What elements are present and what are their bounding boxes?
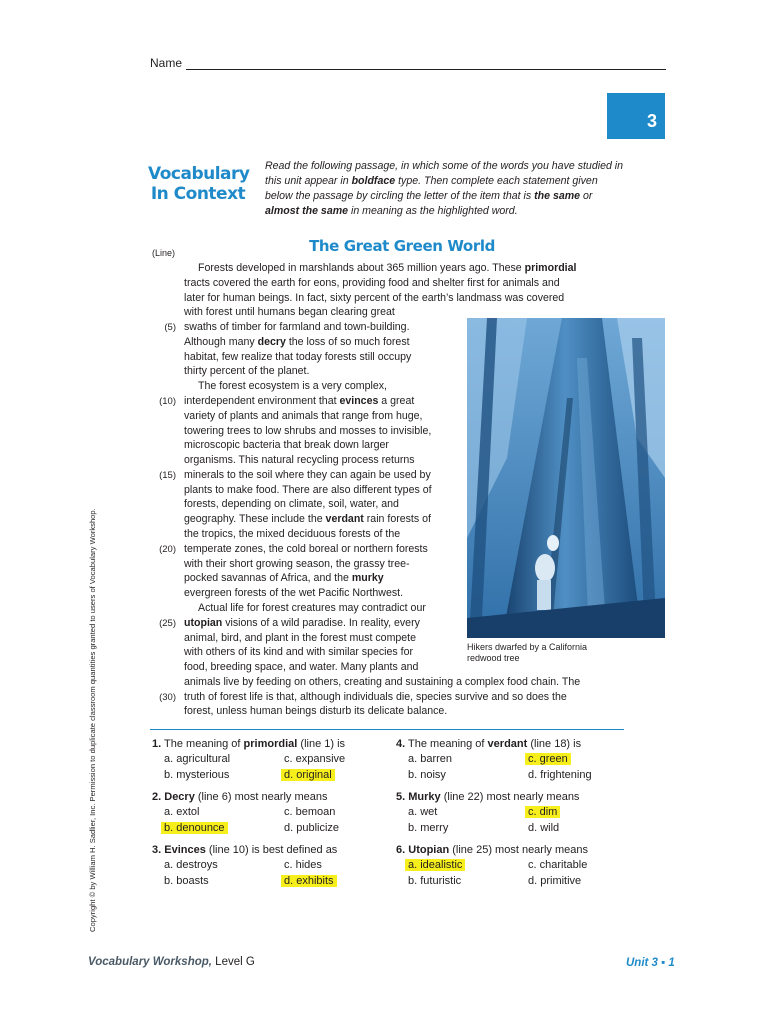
passage-line: forests, depending on climate, soil, water, and <box>184 498 399 511</box>
passage-line: later for human beings. In fact, sixty percent of the earth’s landmass was covered <box>184 291 565 304</box>
line-number: (20) <box>159 543 176 555</box>
passage-title: The Great Green World <box>309 237 495 255</box>
passage-line: with their short growing season, the grassy tree- <box>184 557 410 570</box>
answer-option[interactable]: c. charitable <box>528 859 588 871</box>
answer-option[interactable]: a. wet <box>408 806 438 818</box>
passage-line: variety of plants and animals that range from huge, <box>184 409 423 422</box>
section-title <box>148 164 248 204</box>
question-stem: 6. Utopian (line 25) most nearly means <box>396 844 588 856</box>
line-number: (15) <box>159 469 176 481</box>
passage-line: Actual life for forest creatures may contradict our <box>198 601 426 614</box>
answer-option[interactable]: b. noisy <box>408 769 446 781</box>
answer-option[interactable]: c. dim <box>528 805 560 819</box>
answer-option[interactable]: a. barren <box>408 753 453 765</box>
section-divider <box>150 729 624 730</box>
passage-line: with others of its kind and with similar species for <box>184 646 414 659</box>
passage-line: organisms. This natural recycling process returns <box>184 454 415 467</box>
answer-option[interactable]: c. hides <box>284 859 322 871</box>
passage-line: thirty percent of the planet. <box>184 365 310 378</box>
passage-line: Forests developed in marshlands about 365 million years ago. These primordial <box>198 262 577 274</box>
answer-option[interactable]: a. idealistic <box>408 858 465 872</box>
answer-option[interactable]: d. frightening <box>528 769 592 781</box>
passage-line: Although many decry the loss of so much forest <box>184 335 410 348</box>
passage-line: towering trees to low shrubs and mosses to invisible, <box>184 424 432 437</box>
passage-line: habitat, few realize that today forests still occupy <box>184 350 412 363</box>
answer-option[interactable]: d. wild <box>528 822 560 834</box>
section-title-line1: Vocabulary <box>148 164 250 184</box>
passage-line: temperate zones, the cold boreal or northern forests <box>184 542 428 555</box>
answer-option[interactable]: d. original <box>284 768 335 782</box>
name-underline <box>186 69 666 70</box>
passage-line: utopian visions of a wild paradise. In reality, every <box>184 616 420 629</box>
passage-line: animal, bird, and plant in the forest must compete <box>184 631 417 644</box>
passage-line: pocked savannas of Africa, and the murky <box>184 572 384 585</box>
line-label: (Line) <box>152 248 176 258</box>
line-number: (5) <box>164 322 176 334</box>
answer-option[interactable]: d. publicize <box>284 822 340 834</box>
passage-line: forest, unless human beings disturb its delicate balance. <box>184 705 448 718</box>
passage-line: interdependent environment that evinces a great <box>184 395 415 408</box>
answer-option[interactable]: b. mysterious <box>164 769 230 781</box>
photo-caption: Hikers dwarfed by a California redwood tree <box>467 642 588 663</box>
redwood-photo <box>467 318 665 638</box>
answer-option[interactable]: d. primitive <box>528 875 582 887</box>
passage-line: evergreen forests of the wet Pacific Northwest. <box>184 587 404 600</box>
answer-option[interactable]: b. merry <box>408 822 449 834</box>
passage-line: geography. These include the verdant rain forests of <box>184 513 431 526</box>
answer-option[interactable]: c. green <box>528 752 571 766</box>
passage-line: food, breeding space, and water. Many plants and <box>184 661 419 674</box>
answer-option[interactable]: c. expansive <box>284 753 346 765</box>
section-title-line2: In Context <box>150 184 246 204</box>
book-level: Level G <box>211 956 255 968</box>
question-stem: 1. The meaning of primordial (line 1) is <box>152 738 346 750</box>
passage-line: minerals to the soil where they can again be used by <box>184 468 431 481</box>
book-title: Vocabulary Workshop, <box>88 956 212 968</box>
passage-line: microscopic bacteria that break down larger <box>184 439 389 452</box>
answer-option[interactable]: c. bemoan <box>284 806 336 818</box>
answer-option[interactable]: a. agricultural <box>164 753 231 765</box>
answer-option[interactable]: b. futuristic <box>408 875 462 887</box>
answer-option[interactable]: a. destroys <box>164 859 218 871</box>
passage-line: animals live by feeding on others, creating and sustaining a complex food chain. The <box>184 675 581 688</box>
question-stem: 2. Decry (line 6) most nearly means <box>152 791 328 803</box>
line-number: (30) <box>159 691 176 703</box>
copyright-notice: Copyright © by William H. Sadlier, Inc. Permission to duplicate classroom quantities granted to users of Vocabulary Workshop. <box>88 508 97 932</box>
unit-number-tab: 3 <box>607 93 665 139</box>
passage-line: plants to make food. There are also different types of <box>184 483 432 496</box>
passage-line: the tropics, the mixed deciduous forests of the <box>184 528 401 541</box>
name-label: Name <box>150 56 183 70</box>
redwood-photo-image <box>467 318 665 638</box>
answer-option[interactable]: a. extol <box>164 806 200 818</box>
passage-line: tracts covered the earth for eons, providing food and shelter first for animals and <box>184 276 560 289</box>
answer-option[interactable]: d. exhibits <box>284 874 337 888</box>
passage-line: truth of forest life is that, although individuals die, species survive and so does the <box>184 690 567 703</box>
footer-page-number: Unit 3 ▪ 1 <box>626 957 675 969</box>
name-field[interactable] <box>150 56 666 72</box>
line-number: (25) <box>159 617 176 629</box>
passage-line: swaths of timber for farmland and town-building. <box>184 321 410 334</box>
answer-option[interactable]: b. boasts <box>164 875 209 887</box>
answer-option[interactable]: b. denounce <box>164 821 228 835</box>
line-number: (10) <box>159 396 176 408</box>
passage-line: with forest until humans began clearing great <box>184 306 395 319</box>
passage-line: The forest ecosystem is a very complex, <box>198 380 387 393</box>
question-stem: 4. The meaning of verdant (line 18) is <box>396 738 582 750</box>
question-stem: 5. Murky (line 22) most nearly means <box>396 791 580 803</box>
instructions: Read the following passage, in which some of the words you have studied in this unit appear in boldface type. Then complete each statement given below the passage by circling the letter of the item that is the same or almost the same in meaning as the highlighted word. <box>265 160 624 217</box>
footer-book-title <box>88 956 255 968</box>
question-stem: 3. Evinces (line 10) is best defined as <box>152 844 338 856</box>
